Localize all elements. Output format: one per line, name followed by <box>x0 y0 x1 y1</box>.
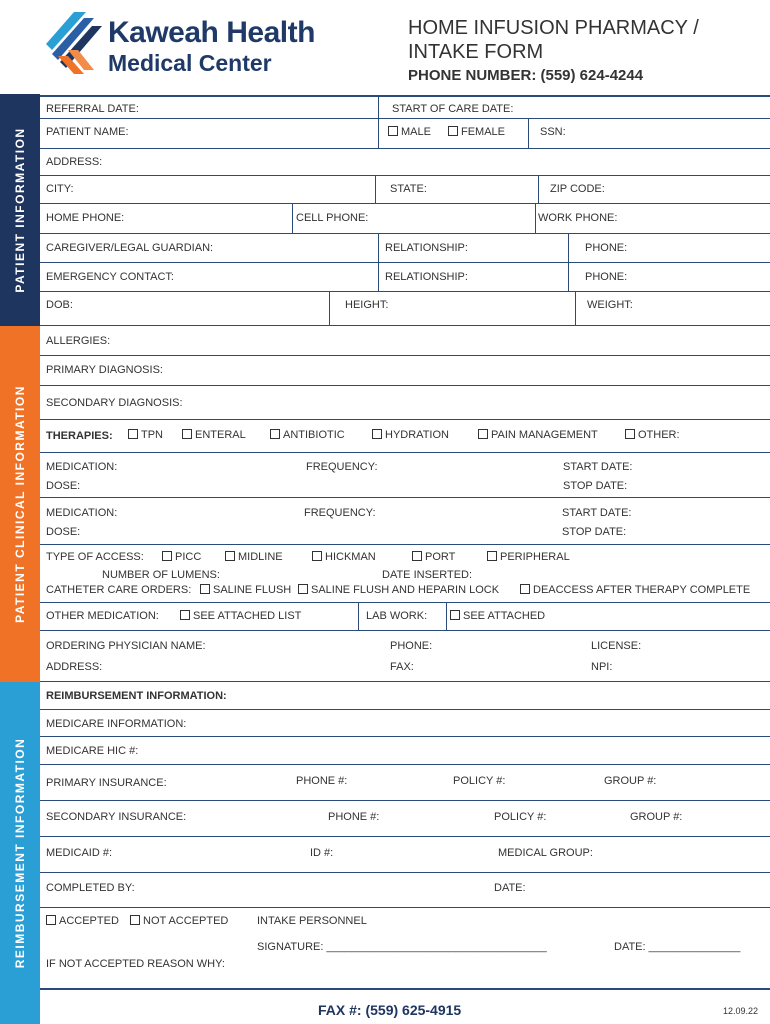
other-med-label: OTHER MEDICATION: <box>46 610 159 622</box>
checkbox-icon <box>180 610 190 620</box>
secondary-ins-label: SECONDARY INSURANCE: <box>46 811 187 823</box>
footer-fax: FAX #: (559) 625-4915 <box>318 1002 462 1018</box>
kaweah-logo <box>44 10 344 80</box>
phone1-label: PHONE: <box>585 242 628 254</box>
checkbox-icon <box>298 584 308 594</box>
antibiotic-checkbox[interactable]: ANTIBIOTIC <box>270 429 345 441</box>
address-label: ADDRESS: <box>46 156 103 168</box>
medicaid-label: MEDICAID #: <box>46 847 113 859</box>
physician-label: ORDERING PHYSICIAN NAME: <box>46 640 206 652</box>
accepted-checkbox[interactable]: ACCEPTED <box>46 915 119 927</box>
intake-personnel-label: INTAKE PERSONNEL <box>257 915 367 927</box>
checkbox-icon <box>448 126 458 136</box>
checkbox-icon <box>312 551 322 561</box>
reason-label: IF NOT ACCEPTED REASON WHY: <box>46 958 225 970</box>
female-checkbox[interactable]: FEMALE <box>448 126 505 138</box>
hydration-checkbox[interactable]: HYDRATION <box>372 429 449 441</box>
enteral-checkbox[interactable]: ENTERAL <box>182 429 246 441</box>
row-medication2 <box>40 498 770 545</box>
row-city <box>40 176 770 204</box>
start-date1-label: START DATE: <box>563 461 633 473</box>
row-patient-name <box>40 119 770 149</box>
reimb-heading: REIMBURSEMENT INFORMATION: <box>46 690 227 702</box>
checkbox-icon <box>372 429 382 439</box>
checkbox-icon <box>128 429 138 439</box>
frequency1-label: FREQUENCY: <box>306 461 378 473</box>
secondary-group-label: GROUP #: <box>630 811 683 823</box>
medicare-label: MEDICARE INFORMATION: <box>46 718 187 730</box>
row-medicare <box>40 710 770 737</box>
row-completed <box>40 873 770 908</box>
secondary-policy-label: POLICY #: <box>494 811 547 823</box>
row-phones <box>40 204 770 234</box>
stop-date1-label: STOP DATE: <box>563 480 628 492</box>
checkbox-icon <box>450 610 460 620</box>
completed-by-label: COMPLETED BY: <box>46 882 135 894</box>
therapies-label: THERAPIES: <box>46 430 113 442</box>
id-label: ID #: <box>310 847 334 859</box>
primary-policy-label: POLICY #: <box>453 775 506 787</box>
dob-label: DOB: <box>46 299 73 311</box>
section-patient-label: PATIENT INFORMATION <box>13 127 27 293</box>
primary-group-label: GROUP #: <box>604 775 657 787</box>
home-phone-label: HOME PHONE: <box>46 212 125 224</box>
row-secondary-ins <box>40 801 770 837</box>
physician-phone-label: PHONE: <box>390 640 433 652</box>
start-of-care-label: START OF CARE DATE: <box>392 103 514 115</box>
section-clinical-bar <box>0 326 40 682</box>
row-access <box>40 545 770 603</box>
work-phone-label: WORK PHONE: <box>538 212 618 224</box>
lab-work-label: LAB WORK: <box>366 610 428 622</box>
checkbox-icon <box>520 584 530 594</box>
fax-label: FAX: <box>390 661 414 673</box>
row-referral <box>40 95 770 119</box>
ssn-label: SSN: <box>540 126 566 138</box>
checkbox-icon <box>487 551 497 561</box>
allergies-label: ALLERGIES: <box>46 335 111 347</box>
relationship2-label: RELATIONSHIP: <box>385 271 468 283</box>
not-accepted-checkbox[interactable]: NOT ACCEPTED <box>130 915 228 927</box>
medicare-hic-label: MEDICARE HIC #: <box>46 745 139 757</box>
weight-label: WEIGHT: <box>587 299 633 311</box>
catheter-label: CATHETER CARE ORDERS: <box>46 584 192 596</box>
logo-mark-icon <box>44 10 106 76</box>
dose1-label: DOSE: <box>46 480 81 492</box>
checkbox-icon <box>478 429 488 439</box>
type-access-label: TYPE OF ACCESS: <box>46 551 144 563</box>
medication2-label: MEDICATION: <box>46 507 118 519</box>
phone2-label: PHONE: <box>585 271 628 283</box>
medication1-label: MEDICATION: <box>46 461 118 473</box>
header-phone: PHONE NUMBER: (559) 624-4244 <box>408 67 644 84</box>
primary-phone-label: PHONE #: <box>296 775 348 787</box>
see-attached-checkbox[interactable]: SEE ATTACHED <box>450 610 545 622</box>
checkbox-icon <box>225 551 235 561</box>
row-therapies <box>40 420 770 453</box>
license-label: LICENSE: <box>591 640 642 652</box>
section-patient-bar <box>0 94 40 326</box>
form-version-code: 12.09.22 <box>722 1006 758 1016</box>
start-date2-label: START DATE: <box>562 507 632 519</box>
port-checkbox[interactable]: PORT <box>412 551 455 563</box>
row-secondary-dx <box>40 386 770 420</box>
section-reimb-bar <box>0 682 40 1024</box>
other-checkbox[interactable]: OTHER: <box>625 429 680 441</box>
medical-group-label: MEDICAL GROUP: <box>498 847 593 859</box>
logo-line2: Medical Center <box>108 50 272 76</box>
checkbox-icon <box>162 551 172 561</box>
stop-date2-label: STOP DATE: <box>562 526 627 538</box>
row-physician <box>40 631 770 682</box>
checkbox-icon <box>200 584 210 594</box>
row-medicare-hic <box>40 737 770 765</box>
row-emergency <box>40 263 770 292</box>
section-reimb-label: REIMBURSEMENT INFORMATION <box>13 737 27 969</box>
completed-date-label: DATE: <box>494 882 526 894</box>
row-reimb-heading <box>40 682 770 710</box>
see-list-checkbox[interactable]: SEE ATTACHED LIST <box>180 610 301 622</box>
checkbox-icon <box>182 429 192 439</box>
peripheral-checkbox[interactable]: PERIPHERAL <box>487 551 570 563</box>
checkbox-icon <box>388 126 398 136</box>
logo-line1: Kaweah Health <box>108 16 315 49</box>
emergency-label: EMERGENCY CONTACT: <box>46 271 174 283</box>
saline-checkbox[interactable]: SALINE FLUSH <box>200 584 291 596</box>
section-clinical-label: PATIENT CLINICAL INFORMATION <box>13 385 27 623</box>
row-other-med <box>40 603 770 631</box>
city-label: CITY: <box>46 183 74 195</box>
row-allergies <box>40 326 770 356</box>
form-title <box>408 16 699 64</box>
referral-date-label: REFERRAL DATE: <box>46 103 139 115</box>
signature-date-line[interactable]: DATE: _______________ <box>614 941 741 953</box>
secondary-diagnosis-label: SECONDARY DIAGNOSIS: <box>46 397 183 409</box>
hickman-checkbox[interactable]: HICKMAN <box>312 551 376 563</box>
saline-heparin-checkbox[interactable]: SALINE FLUSH AND HEPARIN LOCK <box>298 584 499 596</box>
row-primary-ins <box>40 765 770 801</box>
caregiver-label: CAREGIVER/LEGAL GUARDIAN: <box>46 242 214 254</box>
checkbox-icon <box>130 915 140 925</box>
pain-checkbox[interactable]: PAIN MANAGEMENT <box>478 429 598 441</box>
cell-phone-label: CELL PHONE: <box>296 212 369 224</box>
dose2-label: DOSE: <box>46 526 81 538</box>
checkbox-icon <box>412 551 422 561</box>
frequency2-label: FREQUENCY: <box>304 507 376 519</box>
row-address <box>40 149 770 176</box>
row-dob <box>40 292 770 326</box>
tpn-checkbox[interactable]: TPN <box>128 429 163 441</box>
midline-checkbox[interactable]: MIDLINE <box>225 551 283 563</box>
male-checkbox[interactable]: MALE <box>388 126 431 138</box>
secondary-phone-label: PHONE #: <box>328 811 380 823</box>
npi-label: NPI: <box>591 661 613 673</box>
checkbox-icon <box>46 915 56 925</box>
picc-checkbox[interactable]: PICC <box>162 551 201 563</box>
checkbox-icon <box>270 429 280 439</box>
title-line1: HOME INFUSION PHARMACY / <box>408 17 699 39</box>
zip-label: ZIP CODE: <box>550 183 605 195</box>
row-primary-dx <box>40 356 770 386</box>
row-medicaid <box>40 837 770 873</box>
deaccess-checkbox[interactable]: DEACCESS AFTER THERAPY COMPLETE <box>520 584 750 596</box>
checkbox-icon <box>625 429 635 439</box>
relationship1-label: RELATIONSHIP: <box>385 242 468 254</box>
lumens-label: NUMBER OF LUMENS: <box>102 569 220 581</box>
primary-diagnosis-label: PRIMARY DIAGNOSIS: <box>46 364 163 376</box>
row-acceptance <box>40 908 770 990</box>
height-label: HEIGHT: <box>345 299 389 311</box>
patient-name-label: PATIENT NAME: <box>46 126 129 138</box>
row-medication1 <box>40 453 770 498</box>
date-inserted-label: DATE INSERTED: <box>382 569 473 581</box>
physician-address-label: ADDRESS: <box>46 661 103 673</box>
signature-line[interactable]: SIGNATURE: ____________________________________ <box>257 941 547 953</box>
title-line2: INTAKE FORM <box>408 41 544 63</box>
state-label: STATE: <box>390 183 427 195</box>
row-caregiver <box>40 234 770 263</box>
primary-ins-label: PRIMARY INSURANCE: <box>46 777 167 789</box>
